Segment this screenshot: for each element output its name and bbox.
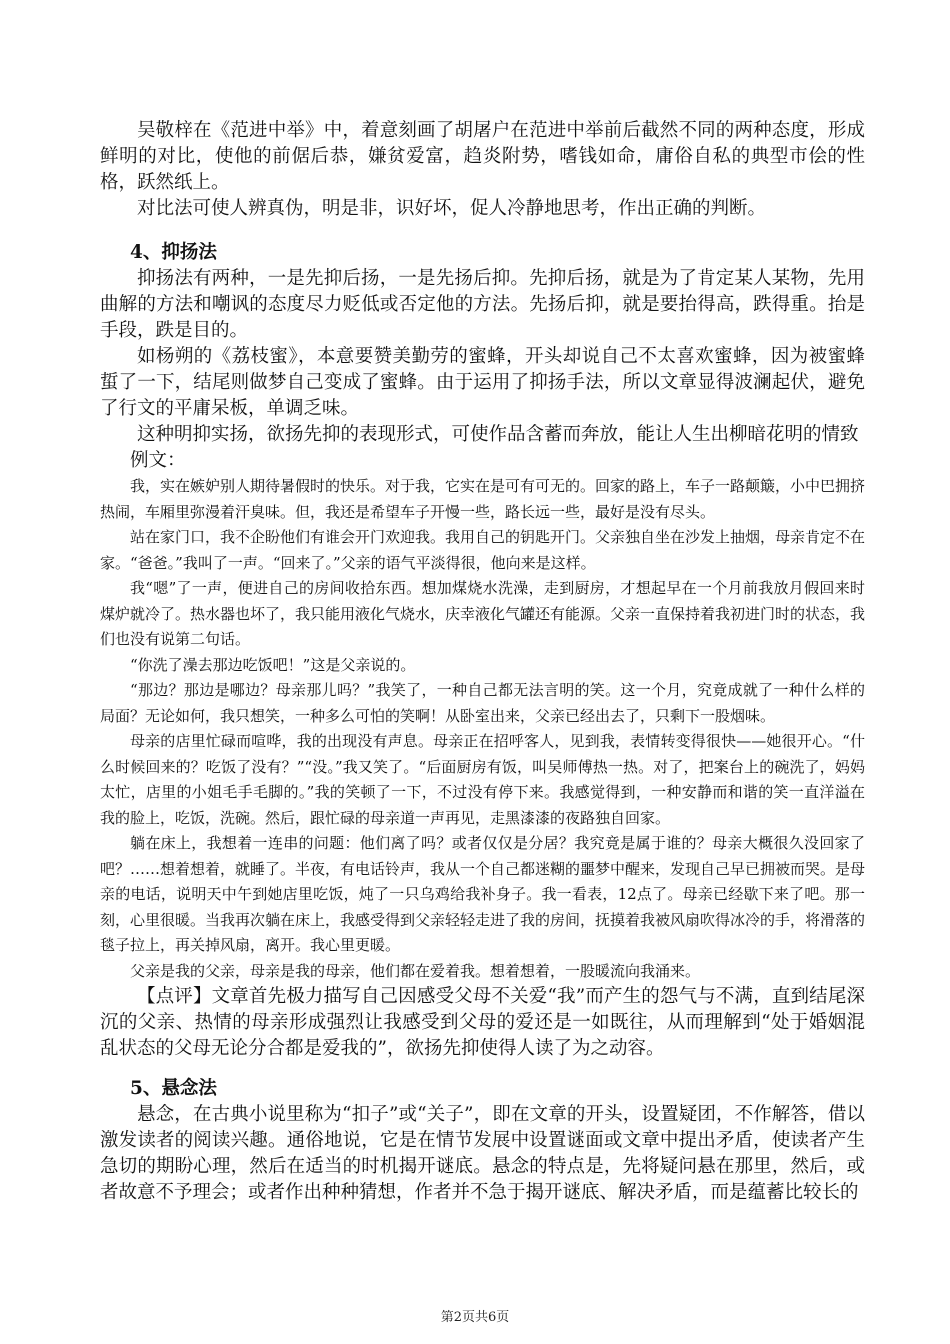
section-heading-yiyang: 4、抑扬法 xyxy=(130,242,217,263)
example-paragraph: 母亲的店里忙碌而喧哗，我的出现没有声息。母亲正在招呼客人，见到我，表情转变得很快——她很开心。“什么时候回来的？吃饭了没有？”“没。”我又笑了。“后面厨房有饭，叫吴师傅热一热。对了，把案台上的碗洗了，妈妈太忙，店里的小姐毛手毛脚的。”我的笑顿了一下，不过没有停下来。我感觉得到，一种安静而和谐的笑一直洋溢在我的脸上，吃饭，洗碗。然后，跟忙碌的母亲道一声再见，走黑漆漆的夜路独自回家。 xyxy=(100,732,865,827)
paragraph-lizhimi-example: 如杨朔的《荔枝蜜》，本意要赞美勤劳的蜜蜂，开头却说自己不太喜欢蜜蜂，因为被蜜蜂蜇了一下，结尾则做梦自己变成了蜜蜂。由于运用了抑扬手法，所以文章显得波澜起伏，避免了行文的平庸呆板，单调乏味。 xyxy=(100,346,865,419)
page-content xyxy=(100,118,865,1206)
example-paragraph: 躺在床上，我想着一连串的问题：他们离了吗？或者仅仅是分居？我究竟是属于谁的？母亲大概很久没回家了吧？……想着想着，就睡了。半夜，有电话铃声，我从一个自己都迷糊的噩梦中醒来，发现自己早已拥被而哭。是母亲的电话，说明天中午到她店里吃饭，炖了一只乌鸡给我补身子。我一看表，12点了。母亲已经歇下来了吧。那一刻，心里很暖。当我再次躺在床上，我感受得到父亲轻轻走进了我的房间，抚摸着我被风扇吹得冰冷的手，将滑落的毯子拉上，再关掉风扇，离开。我心里更暖。 xyxy=(100,834,866,954)
example-paragraph: 我“嗯”了一声，便进自己的房间收拾东西。想加煤烧水洗澡，走到厨房，才想起早在一个月前我放月假回来时煤炉就冷了。热水器也坏了，我只能用液化气烧水，庆幸液化气罐还有能源。父亲一直保持着我初进门时的状态，我们也没有说第二句话。 xyxy=(100,579,866,648)
paragraph-suspense-definition: 悬念，在古典小说里称为“扣子”或“关子”，即在文章的开头，设置疑团，不作解答，借以激发读者的阅读兴趣。通俗地说，它是在情节发展中设置谜面或文章中提出矛盾，使读者产生急切的期盼心理，然后在适当的时机揭开谜底。悬念的特点是，先将疑问悬在那里，然后，或者故意不予理会；或者作出种种猜想，作者并不急于揭开谜底、解决矛盾，而是蕴蓄比较长的 xyxy=(100,1104,865,1203)
section-heading-suspense: 5、悬念法 xyxy=(130,1078,217,1099)
commentary-paragraph: 【点评】文章首先极力描写自己因感受父母不关爱“我”而产生的怨气与不满，直到结尾深沉的父亲、热情的母亲形成强烈让我感受到父母的爱还是一如既往，从而理解到“处于婚姻混乱状态的父母无论分合都是爱我的”，欲扬先抑使得人读了为之动容。 xyxy=(100,986,865,1059)
paragraph-contrast-summary: 对比法可使人辨真伪，明是非，识好坏，促人冷静地思考，作出正确的判断。 xyxy=(137,198,767,219)
example-paragraph: “你洗了澡去那边吃饭吧！”这是父亲说的。 xyxy=(130,655,416,674)
example-paragraph: 父亲是我的父亲，母亲是我的母亲，他们都在爱着我。想着想着，一股暖流向我涌来。 xyxy=(130,961,701,980)
example-paragraph: “那边？那边是哪边？母亲那儿吗？”我笑了，一种自己都无法言明的笑。这一个月，究竟成就了一种什么样的局面？无论如何，我只想笑，一种多么可怕的笑啊！从卧室出来，父亲已经出去了，只剩下一股烟味。 xyxy=(100,681,865,725)
example-paragraph: 站在家门口，我不企盼他们有谁会开门欢迎我。我用自己的钥匙开门。父亲独自坐在沙发上抽烟，母亲肯定不在家。“爸爸。”我叫了一声。“回来了。”父亲的语气平淡得很，他向来是这样。 xyxy=(100,528,866,572)
page-number-footer: 第2页共6页 xyxy=(440,1310,510,1325)
paragraph-yiyang-effect: 这种明抑实扬，欲扬先抑的表现形式，可使作品含蓄而奔放，能让人生出柳暗花明的情致 xyxy=(137,424,859,445)
example-label: 例文： xyxy=(130,450,186,471)
paragraph-fan-jin: 吴敬梓在《范进中举》中，着意刻画了胡屠户在范进中举前后截然不同的两种态度，形成鲜明的对比，使他的前倨后恭，嫌贫爱富，趋炎附势，嗜钱如命，庸俗自私的典型市侩的性格，跃然纸上。 xyxy=(100,120,865,193)
example-paragraph: 我，实在嫉妒别人期待暑假时的快乐。对于我，它实在是可有可无的。回家的路上，车子一路颠簸，小中巴拥挤热闹，车厢里弥漫着汗臭味。但，我还是希望车子开慢一些，路长远一些，最好是没有尽头。 xyxy=(100,477,866,521)
paragraph-yiyang-definition: 抑扬法有两种，一是先抑后扬，一是先扬后抑。先抑后扬，就是为了肯定某人某物，先用曲解的方法和嘲讽的态度尽力贬低或否定他的方法。先扬后抑，就是要抬得高，跌得重。抬是手段，跌是目的。 xyxy=(100,268,865,341)
